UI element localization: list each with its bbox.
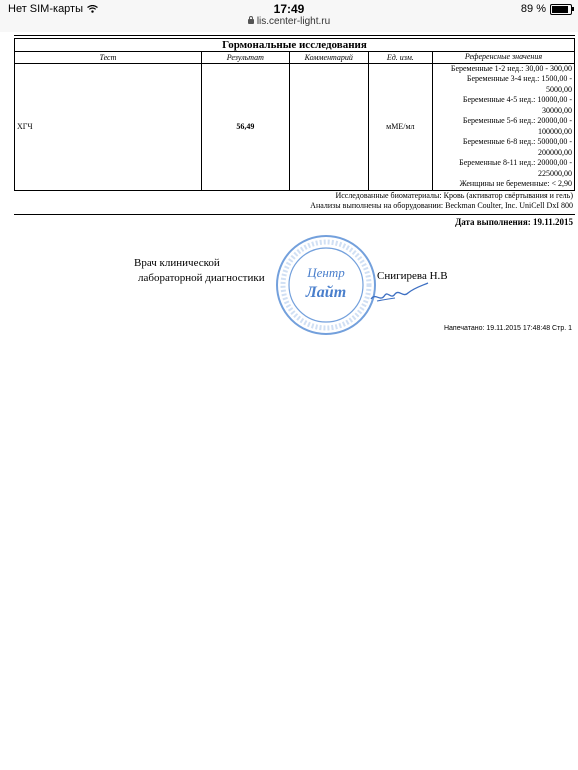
reference-line: Беременные 6-8 нед.: 50000,00 -: [462, 137, 572, 146]
battery-tip: [572, 7, 574, 11]
stamp-text-line: Лайт: [305, 284, 347, 301]
battery-percent: 89 %: [520, 3, 546, 15]
unit-cell: мМЕ/мл: [368, 63, 432, 190]
biomaterial-note: Исследованные биоматериалы: Кровь (активатор свёртывания и гель): [335, 190, 573, 200]
table-row: [15, 63, 575, 190]
equipment-note: Анализы выполнены на оборудовании: Beckman Coulter, Inc. UniCell DxI 800: [310, 201, 573, 210]
section-title: Гормональные исследования: [15, 39, 575, 52]
table-header-row: [15, 52, 575, 64]
clinic-stamp: [274, 233, 378, 337]
doctor-title-line: лабораторной диагностики: [138, 272, 265, 284]
printed-timestamp: Напечатано: 19.11.2015 17:48:48 Стр. 1: [443, 325, 572, 332]
column-header-comment: Комментарий: [289, 52, 368, 64]
doctor-name: Снигирева Н.В: [377, 270, 448, 282]
test-name-cell: ХГЧ: [15, 63, 202, 190]
reference-line: Беременные 1-2 нед.: 30,00 - 300,00: [450, 63, 572, 73]
reference-line: 100000,00: [538, 126, 572, 136]
reference-line: 225000,00: [538, 168, 572, 178]
lab-report: [14, 38, 575, 227]
clock: 17:49: [273, 2, 305, 16]
reference-cell: [432, 63, 574, 190]
reference-line: 30000,00: [542, 105, 572, 115]
page-top-rule: [14, 35, 575, 36]
column-header-test: Тест: [15, 52, 202, 64]
completion-date: [14, 214, 575, 227]
status-bar: [0, 0, 578, 32]
battery-fill: [552, 6, 568, 13]
reference-line: 200000,00: [538, 147, 572, 157]
lock-icon: [248, 19, 254, 24]
section-title-row: [15, 39, 575, 52]
carrier-label: Нет SIM-карты: [8, 3, 84, 15]
address-bar[interactable]: [0, 16, 578, 27]
reference-line: Беременные 5-6 нед.: 20000,00 -: [462, 116, 572, 125]
column-header-result: Результат: [201, 52, 289, 64]
handwritten-signature: [368, 282, 430, 306]
results-table: [14, 38, 575, 191]
stamp-text-line: Центр: [307, 265, 345, 280]
completion-date-label: Дата выполнения:: [455, 216, 531, 227]
reference-line: Женщины не беременные: < 2,90: [459, 179, 572, 188]
doctor-title-line: Врач клинической: [134, 257, 220, 269]
reference-line: Беременные 8-11 нед.: 20000,00 -: [459, 158, 572, 167]
column-header-reference: Референсные значения: [432, 52, 574, 64]
doctor-title: [134, 256, 265, 286]
reference-line: Беременные 4-5 нед.: 10000,00 -: [462, 95, 572, 104]
reference-line: Беременные 3-4 нед.: 1500,00 -: [466, 74, 572, 83]
address-url: lis.center-light.ru: [256, 16, 331, 27]
comment-cell: [289, 63, 368, 190]
completion-date-value: 19.11.2015: [532, 216, 573, 227]
result-cell: 56,49: [201, 63, 289, 190]
battery-icon: [550, 4, 572, 15]
status-bar-right: [521, 3, 572, 15]
reference-line: 5000,00: [546, 84, 572, 94]
column-header-unit: Ед. изм.: [368, 52, 432, 64]
